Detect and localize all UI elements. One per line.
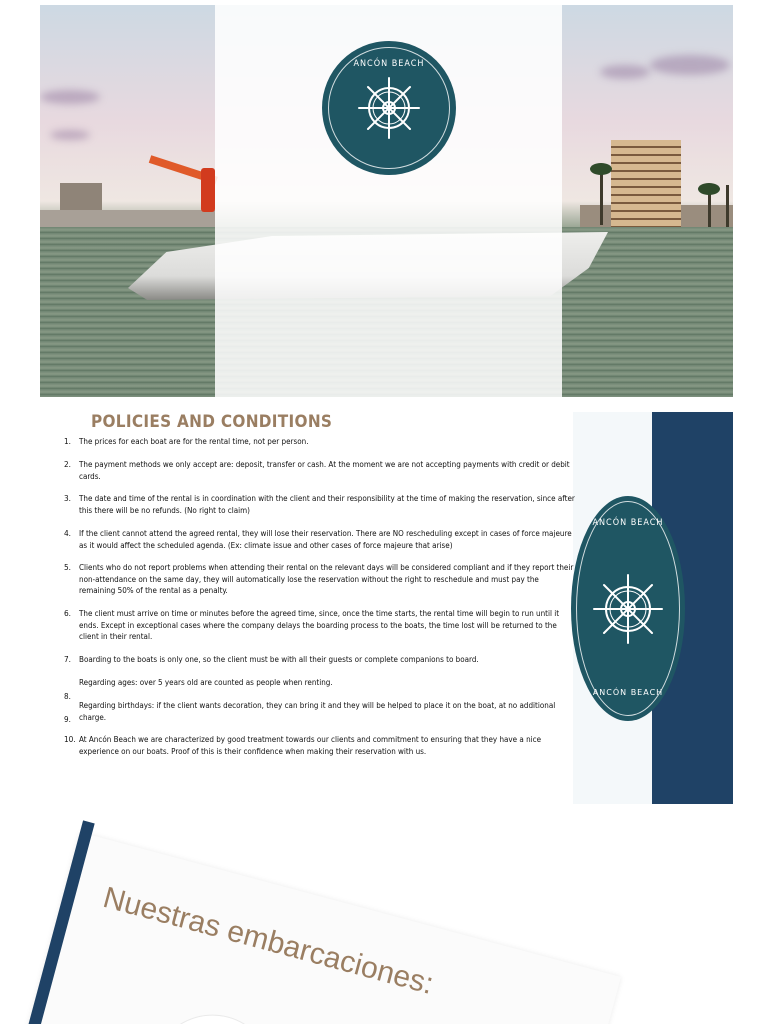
logo-brand-text: ANCÓN BEACH [592,518,664,528]
policy-number: 10. [64,734,76,744]
policy-item [64,734,576,757]
policy-text: If the client cannot attend the agreed rental, they will lose their reservation. There are NO rescheduling except in cases of force majeure as it would affect the scheduled agenda. (Ex: climate issue and other cases of force majeure that arise) [79,529,572,550]
policy-text: At Ancón Beach we are characterized by good treatment towards our clients and commitment to ensuring that they have a nice experience on our boats. Proof of this is their confidence when making their reservation with us. [79,735,542,756]
policies-page [40,408,733,804]
boats-page-area [0,812,768,1024]
policy-item [64,459,576,482]
policy-item [64,436,576,448]
palm-tree [590,163,612,175]
policy-number: 6. [64,608,72,618]
policy-number: 1. [64,436,72,446]
hero-photo-page [40,5,733,397]
policies-title: POLICIES AND CONDITIONS [91,412,333,432]
palm-tree [708,190,711,228]
policy-number: 2. [64,459,72,469]
logo-brand-text: ANCÓN BEACH [353,59,425,69]
policy-text: Clients who do not report problems when attending their rental on the relevant days will be considered compliant and if they report their non-attendance on the same day, they will automatically lose the reservation without the right to reschedule and must pay the remaining 50% of the rental as a penalty. [79,563,574,595]
policy-item [64,677,576,689]
policy-number [64,677,79,689]
policy-item [64,608,576,643]
policy-stray-number: 9. [64,715,71,724]
policy-text: The payment methods we only accept are: deposit, transfer or cash. At the moment we are not accepting payments with credit or debit cards. [79,460,570,481]
policy-text: Regarding ages: over 5 years old are counted as people when renting. [79,678,333,687]
palm-tree [698,183,720,195]
page-accent-stripe [0,820,95,1024]
palm-tree [600,170,603,225]
sky-cloud [40,90,100,104]
policy-text: The date and time of the rental is in coordination with the client and their responsibility at the time of making the reservation, since after this there will be no refunds. (No right to claim) [79,494,575,515]
policy-text: The prices for each boat are for the rental time, not per person. [79,437,309,446]
logo-brand-text-bottom: ANCÓN BEACH [592,688,664,697]
sky-cloud [50,130,90,140]
policy-text: Regarding birthdays: if the client wants decoration, they can bring it and they will be helped to place it on the boat, at no additional charge. [79,701,556,722]
policy-text: The client must arrive on time or minutes before the agreed time, since, once the time starts, the rental time will begin to run until it ends. Except in exceptional cases where the company delays the boarding process to the boats, the time lost will be returned to the client in their rental. [79,609,560,641]
boats-page-logo [138,1001,287,1024]
sky-cloud [600,65,650,79]
boats-page-title: Nuestras embarcaciones: [99,880,437,1001]
policy-item [64,654,576,666]
ancon-beach-logo [322,41,456,175]
policy-item [64,700,576,723]
palm-tree [726,185,729,227]
policy-number: 4. [64,528,72,538]
ancon-beach-side-logo [571,496,685,721]
policy-item [64,493,576,516]
policy-stray-number: 8. [64,692,71,701]
policy-number: 5. [64,562,72,572]
policy-item [64,528,576,551]
policy-item [64,562,576,597]
ship-wheel-icon [588,569,668,649]
policy-text: Boarding to the boats is only one, so the client must be with all their guests or complete companions to board. [79,655,479,664]
apartment-tower [611,140,681,230]
boats-page [0,832,621,1024]
sky-cloud [650,55,730,75]
policy-number: 7. [64,654,72,664]
policy-number: 3. [64,493,72,503]
city-skyline [40,210,215,228]
ship-wheel-icon [354,73,424,143]
life-vest [201,168,215,212]
